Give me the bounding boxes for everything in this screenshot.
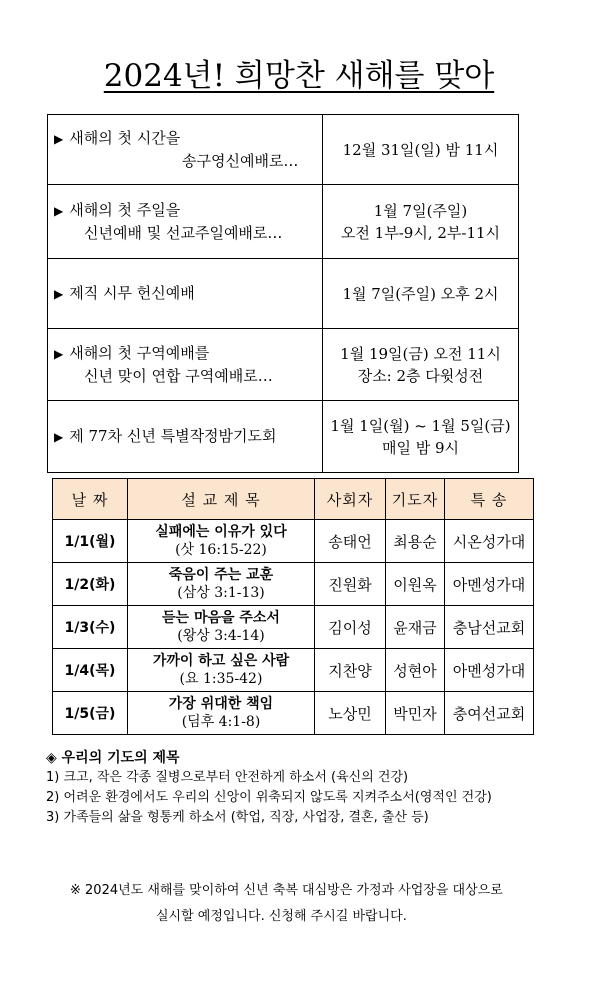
prayer-topics-heading: ◈ 우리의 기도의 제목 <box>46 750 180 766</box>
table-row <box>53 649 534 692</box>
host-cell: 김이성 <box>315 606 386 649</box>
prayer-topics <box>46 748 586 828</box>
triangle-bullet-icon: ▶ <box>54 430 64 444</box>
event-row <box>48 185 519 259</box>
date-cell: 1/2(화) <box>53 563 128 606</box>
event-row <box>48 329 519 401</box>
table-row <box>53 692 534 735</box>
prayer-item: 3) 가족들의 삶을 형통케 하소서 (학업, 직장, 사업장, 결혼, 출산 등) <box>46 810 429 825</box>
sermon-cell: 죽음이 주는 교훈 (삼상 3:1-13) <box>128 563 315 606</box>
header-date: 날 짜 <box>53 479 128 520</box>
song-cell: 아멘성가대 <box>445 563 534 606</box>
date-cell: 1/1(월) <box>53 520 128 563</box>
triangle-bullet-icon: ▶ <box>54 204 64 218</box>
triangle-bullet-icon: ▶ <box>54 132 64 146</box>
sermon-cell: 듣는 마음을 주소서 (왕상 3:4-14) <box>128 606 315 649</box>
sermon-cell: 가장 위대한 책임 (딤후 4:1-8) <box>128 692 315 735</box>
event-time: 1월 7일(주일) 오전 1부-9시, 2부-11시 <box>323 185 519 259</box>
event-time: 1월 19일(금) 오전 11시 장소: 2층 다윗성전 <box>323 329 519 401</box>
triangle-bullet-icon: ▶ <box>54 347 64 361</box>
event-row <box>48 259 519 329</box>
visitation-notice <box>70 878 570 930</box>
prayer-cell: 성현아 <box>386 649 445 692</box>
song-cell: 시온성가대 <box>445 520 534 563</box>
table-row <box>53 606 534 649</box>
event-time: 12월 31일(일) 밤 11시 <box>323 115 519 185</box>
events-table <box>47 114 519 473</box>
prayer-cell: 최용순 <box>386 520 445 563</box>
prayer-meeting-schedule <box>52 478 534 735</box>
sermon-cell: 실패에는 이유가 있다 (삿 16:15-22) <box>128 520 315 563</box>
date-cell: 1/3(수) <box>53 606 128 649</box>
date-cell: 1/5(금) <box>53 692 128 735</box>
prayer-cell: 이원옥 <box>386 563 445 606</box>
event-row <box>48 401 519 473</box>
event-name: ▶ 새해의 첫 구역예배를 신년 맞이 연합 구역예배로… <box>48 329 323 401</box>
schedule-header-row <box>53 479 534 520</box>
header-host: 사회자 <box>315 479 386 520</box>
prayer-item: 2) 어려운 환경에서도 우리의 신앙이 위축되지 않도록 지켜주소서(영적인 건강) <box>46 790 492 805</box>
event-time: 1월 7일(주일) 오후 2시 <box>323 259 519 329</box>
host-cell: 노상민 <box>315 692 386 735</box>
notice-line: 실시할 예정입니다. 신청해 주시길 바랍니다. <box>156 909 407 924</box>
host-cell: 진원화 <box>315 563 386 606</box>
song-cell: 충남선교회 <box>445 606 534 649</box>
host-cell: 송태언 <box>315 520 386 563</box>
table-row <box>53 563 534 606</box>
notice-line: ※ 2024년도 새해를 맞이하여 신년 축복 대심방은 가정과 사업장을 대상으로 <box>70 883 503 898</box>
header-sermon-title: 설 교 제 목 <box>128 479 315 520</box>
table-row <box>53 520 534 563</box>
song-cell: 아멘성가대 <box>445 649 534 692</box>
song-cell: 충여선교회 <box>445 692 534 735</box>
header-special-song: 특 송 <box>445 479 534 520</box>
prayer-cell: 박민자 <box>386 692 445 735</box>
event-time: 1월 1일(월) ~ 1월 5일(금) 매일 밤 9시 <box>323 401 519 473</box>
event-name: ▶ 제 77차 신년 특별작정밤기도회 <box>48 401 323 473</box>
date-cell: 1/4(목) <box>53 649 128 692</box>
event-name: ▶ 새해의 첫 주일을 신년예배 및 선교주일예배로… <box>48 185 323 259</box>
header-prayer: 기도자 <box>386 479 445 520</box>
event-row <box>48 115 519 185</box>
triangle-bullet-icon: ▶ <box>54 287 64 301</box>
event-name: ▶ 새해의 첫 시간을 송구영신예배로… <box>48 115 323 185</box>
prayer-item: 1) 크고, 작은 각종 질병으로부터 안전하게 하소서 (육신의 건강) <box>46 770 409 785</box>
prayer-cell: 윤재금 <box>386 606 445 649</box>
event-name: ▶ 제직 시무 헌신예배 <box>48 259 323 329</box>
sermon-cell: 가까이 하고 싶은 사람 (요 1:35-42) <box>128 649 315 692</box>
host-cell: 지찬양 <box>315 649 386 692</box>
page-title: 2024년! 희망찬 새해를 맞아 <box>103 58 495 94</box>
